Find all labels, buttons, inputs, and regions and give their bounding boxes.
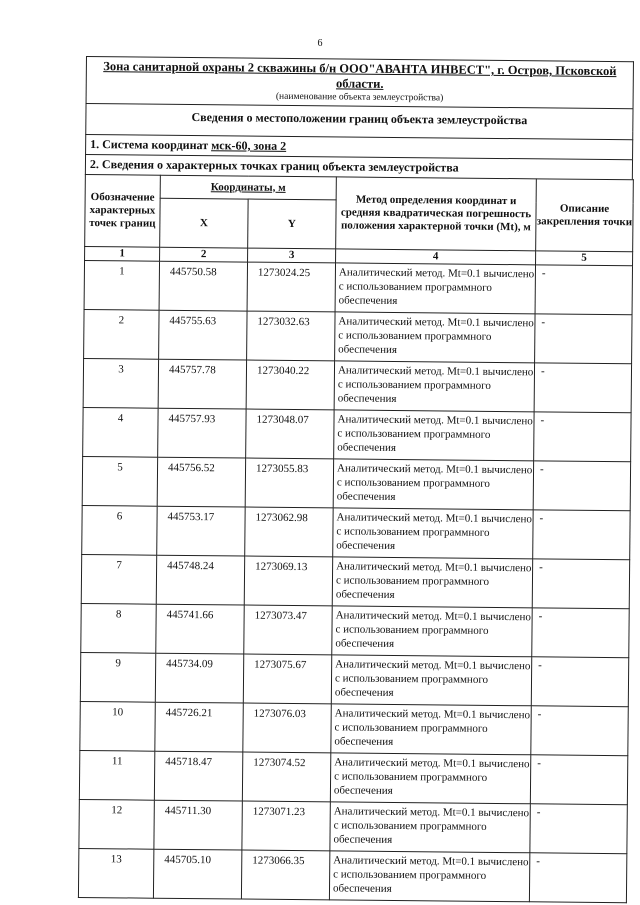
table-row — [83, 407, 631, 461]
point-id-cell: 11 — [79, 750, 154, 800]
x-coord-cell: 445756.52 — [157, 457, 245, 507]
x-coord-cell: 445726.21 — [155, 702, 243, 752]
table-row — [78, 848, 626, 902]
description-cell: - — [535, 314, 632, 364]
point-id-cell: 7 — [81, 554, 156, 604]
y-coord-cell: 1273069.13 — [244, 556, 332, 606]
col-number: 1 — [85, 246, 160, 261]
table-row — [80, 652, 628, 706]
point-id-cell: 6 — [82, 505, 157, 555]
section-title: Сведения о местоположении границ объекта землеустройства — [85, 103, 633, 131]
y-coord-cell: 1273073.47 — [244, 605, 332, 655]
x-coord-cell: 445718.47 — [154, 751, 242, 801]
table-row — [80, 701, 628, 755]
page-number: 6 — [317, 38, 323, 49]
x-coord-cell: 445757.93 — [158, 408, 246, 458]
header-block — [86, 56, 634, 108]
method-cell: Аналитический метод. Mt=0.1 вычислено с использованием программного обеспечения — [333, 459, 533, 510]
points-heading: 2. Сведения о характерных точках границ объекта землеустройства — [85, 154, 633, 179]
col-method-header: Метод определения координат и средняя квадратическая погрешность положения характерной точки (Mt), м — [336, 177, 537, 251]
description-cell: - — [531, 657, 628, 707]
col-number: 4 — [336, 249, 536, 265]
table-row — [83, 358, 631, 412]
method-cell: Аналитический метод. Mt=0.1 вычислено с использованием программного обеспечения — [332, 606, 532, 657]
description-cell: - — [534, 412, 631, 462]
col-desc-header: Описание закрепления точки — [536, 179, 634, 252]
description-cell: - — [532, 608, 629, 658]
method-cell: Аналитический метод. Mt=0.1 вычислено с использованием программного обеспечения — [333, 508, 533, 559]
table-row — [79, 750, 627, 804]
point-id-cell: 12 — [79, 799, 154, 849]
x-coord-cell: 445741.66 — [156, 604, 244, 654]
point-id-cell: 10 — [80, 701, 155, 751]
point-id-cell: 1 — [84, 260, 159, 310]
method-cell: Аналитический метод. Mt=0.1 вычислено с использованием программного обеспечения — [334, 361, 534, 412]
col-coords-header: Координаты, м — [160, 175, 336, 200]
description-cell: - — [535, 265, 632, 315]
method-cell: Аналитический метод. Mt=0.1 вычислено с использованием программного обеспечения — [334, 410, 534, 461]
description-cell: - — [532, 559, 629, 609]
method-cell: Аналитический метод. Mt=0.1 вычислено с использованием программного обеспечения — [335, 312, 535, 363]
method-cell: Аналитический метод. Mt=0.1 вычислено с использованием программного обеспечения — [330, 802, 530, 853]
method-cell: Аналитический метод. Mt=0.1 вычислено с использованием программного обеспечения — [331, 655, 531, 706]
description-cell: - — [530, 755, 627, 805]
point-id-cell: 8 — [81, 603, 156, 653]
col-number: 5 — [536, 251, 633, 266]
x-coord-cell: 445705.10 — [153, 849, 241, 899]
y-coord-cell: 1273048.07 — [246, 409, 334, 459]
point-id-cell: 5 — [82, 456, 157, 506]
x-coord-cell: 445711.30 — [154, 800, 242, 850]
survey-sheet — [78, 56, 634, 903]
table-row — [82, 505, 630, 559]
point-id-cell: 9 — [80, 652, 155, 702]
col-x-header: X — [160, 198, 248, 248]
table-row — [79, 799, 627, 853]
y-coord-cell: 1273075.67 — [243, 654, 331, 704]
col-point-header: Обозначение характерных точек границ — [85, 174, 161, 247]
document-caption: (наименование объекта землеустройства) — [275, 91, 444, 104]
x-coord-cell: 445750.58 — [159, 261, 247, 311]
method-cell: Аналитический метод. Mt=0.1 вычислено с использованием программного обеспечения — [332, 557, 532, 608]
x-coord-cell: 445734.09 — [155, 653, 243, 703]
y-coord-cell: 1273032.63 — [247, 311, 335, 361]
description-cell: - — [530, 804, 627, 854]
method-cell: Аналитический метод. Mt=0.1 вычислено с использованием программного обеспечения — [335, 263, 535, 314]
document-title: Зона санитарной охраны 2 скважины б/н ООО"АВАНТА ИНВЕСТ", г. Остров, Псковской области. — [103, 59, 617, 91]
description-cell: - — [531, 706, 628, 756]
table-row — [84, 309, 632, 363]
col-y-header: Y — [248, 199, 336, 249]
point-id-cell: 2 — [84, 309, 159, 359]
point-id-cell: 13 — [78, 848, 153, 898]
table-row — [81, 603, 629, 657]
table-row — [81, 554, 629, 608]
x-coord-cell: 445755.63 — [159, 310, 247, 360]
x-coord-cell: 445753.17 — [157, 506, 245, 556]
x-coord-cell: 445748.24 — [156, 555, 244, 605]
method-cell: Аналитический метод. Mt=0.1 вычислено с использованием программного обеспечения — [330, 753, 530, 804]
points-table — [78, 174, 634, 903]
point-id-cell: 3 — [83, 358, 158, 408]
y-coord-cell: 1273062.98 — [245, 507, 333, 557]
y-coord-cell: 1273074.52 — [242, 752, 330, 802]
coord-system-value: мск-60, зона 2 — [211, 138, 287, 153]
description-cell: - — [529, 853, 626, 903]
method-cell: Аналитический метод. Mt=0.1 вычислено с использованием программного обеспечения — [329, 851, 529, 902]
table-row — [84, 260, 632, 314]
description-cell: - — [534, 363, 631, 413]
x-coord-cell: 445757.78 — [158, 359, 246, 409]
y-coord-cell: 1273055.83 — [245, 458, 333, 508]
description-cell: - — [533, 461, 630, 511]
description-cell: - — [533, 510, 630, 560]
table-row — [82, 456, 630, 510]
y-coord-cell: 1273071.23 — [242, 801, 330, 851]
method-cell: Аналитический метод. Mt=0.1 вычислено с использованием программного обеспечения — [331, 704, 531, 755]
point-id-cell: 4 — [83, 407, 158, 457]
col-number: 3 — [248, 248, 336, 263]
coord-system-prefix: 1. Система координат — [90, 137, 212, 153]
y-coord-cell: 1273024.25 — [247, 262, 335, 312]
col-number: 2 — [160, 247, 248, 262]
y-coord-cell: 1273066.35 — [241, 850, 329, 900]
y-coord-cell: 1273076.03 — [243, 703, 331, 753]
y-coord-cell: 1273040.22 — [246, 360, 334, 410]
